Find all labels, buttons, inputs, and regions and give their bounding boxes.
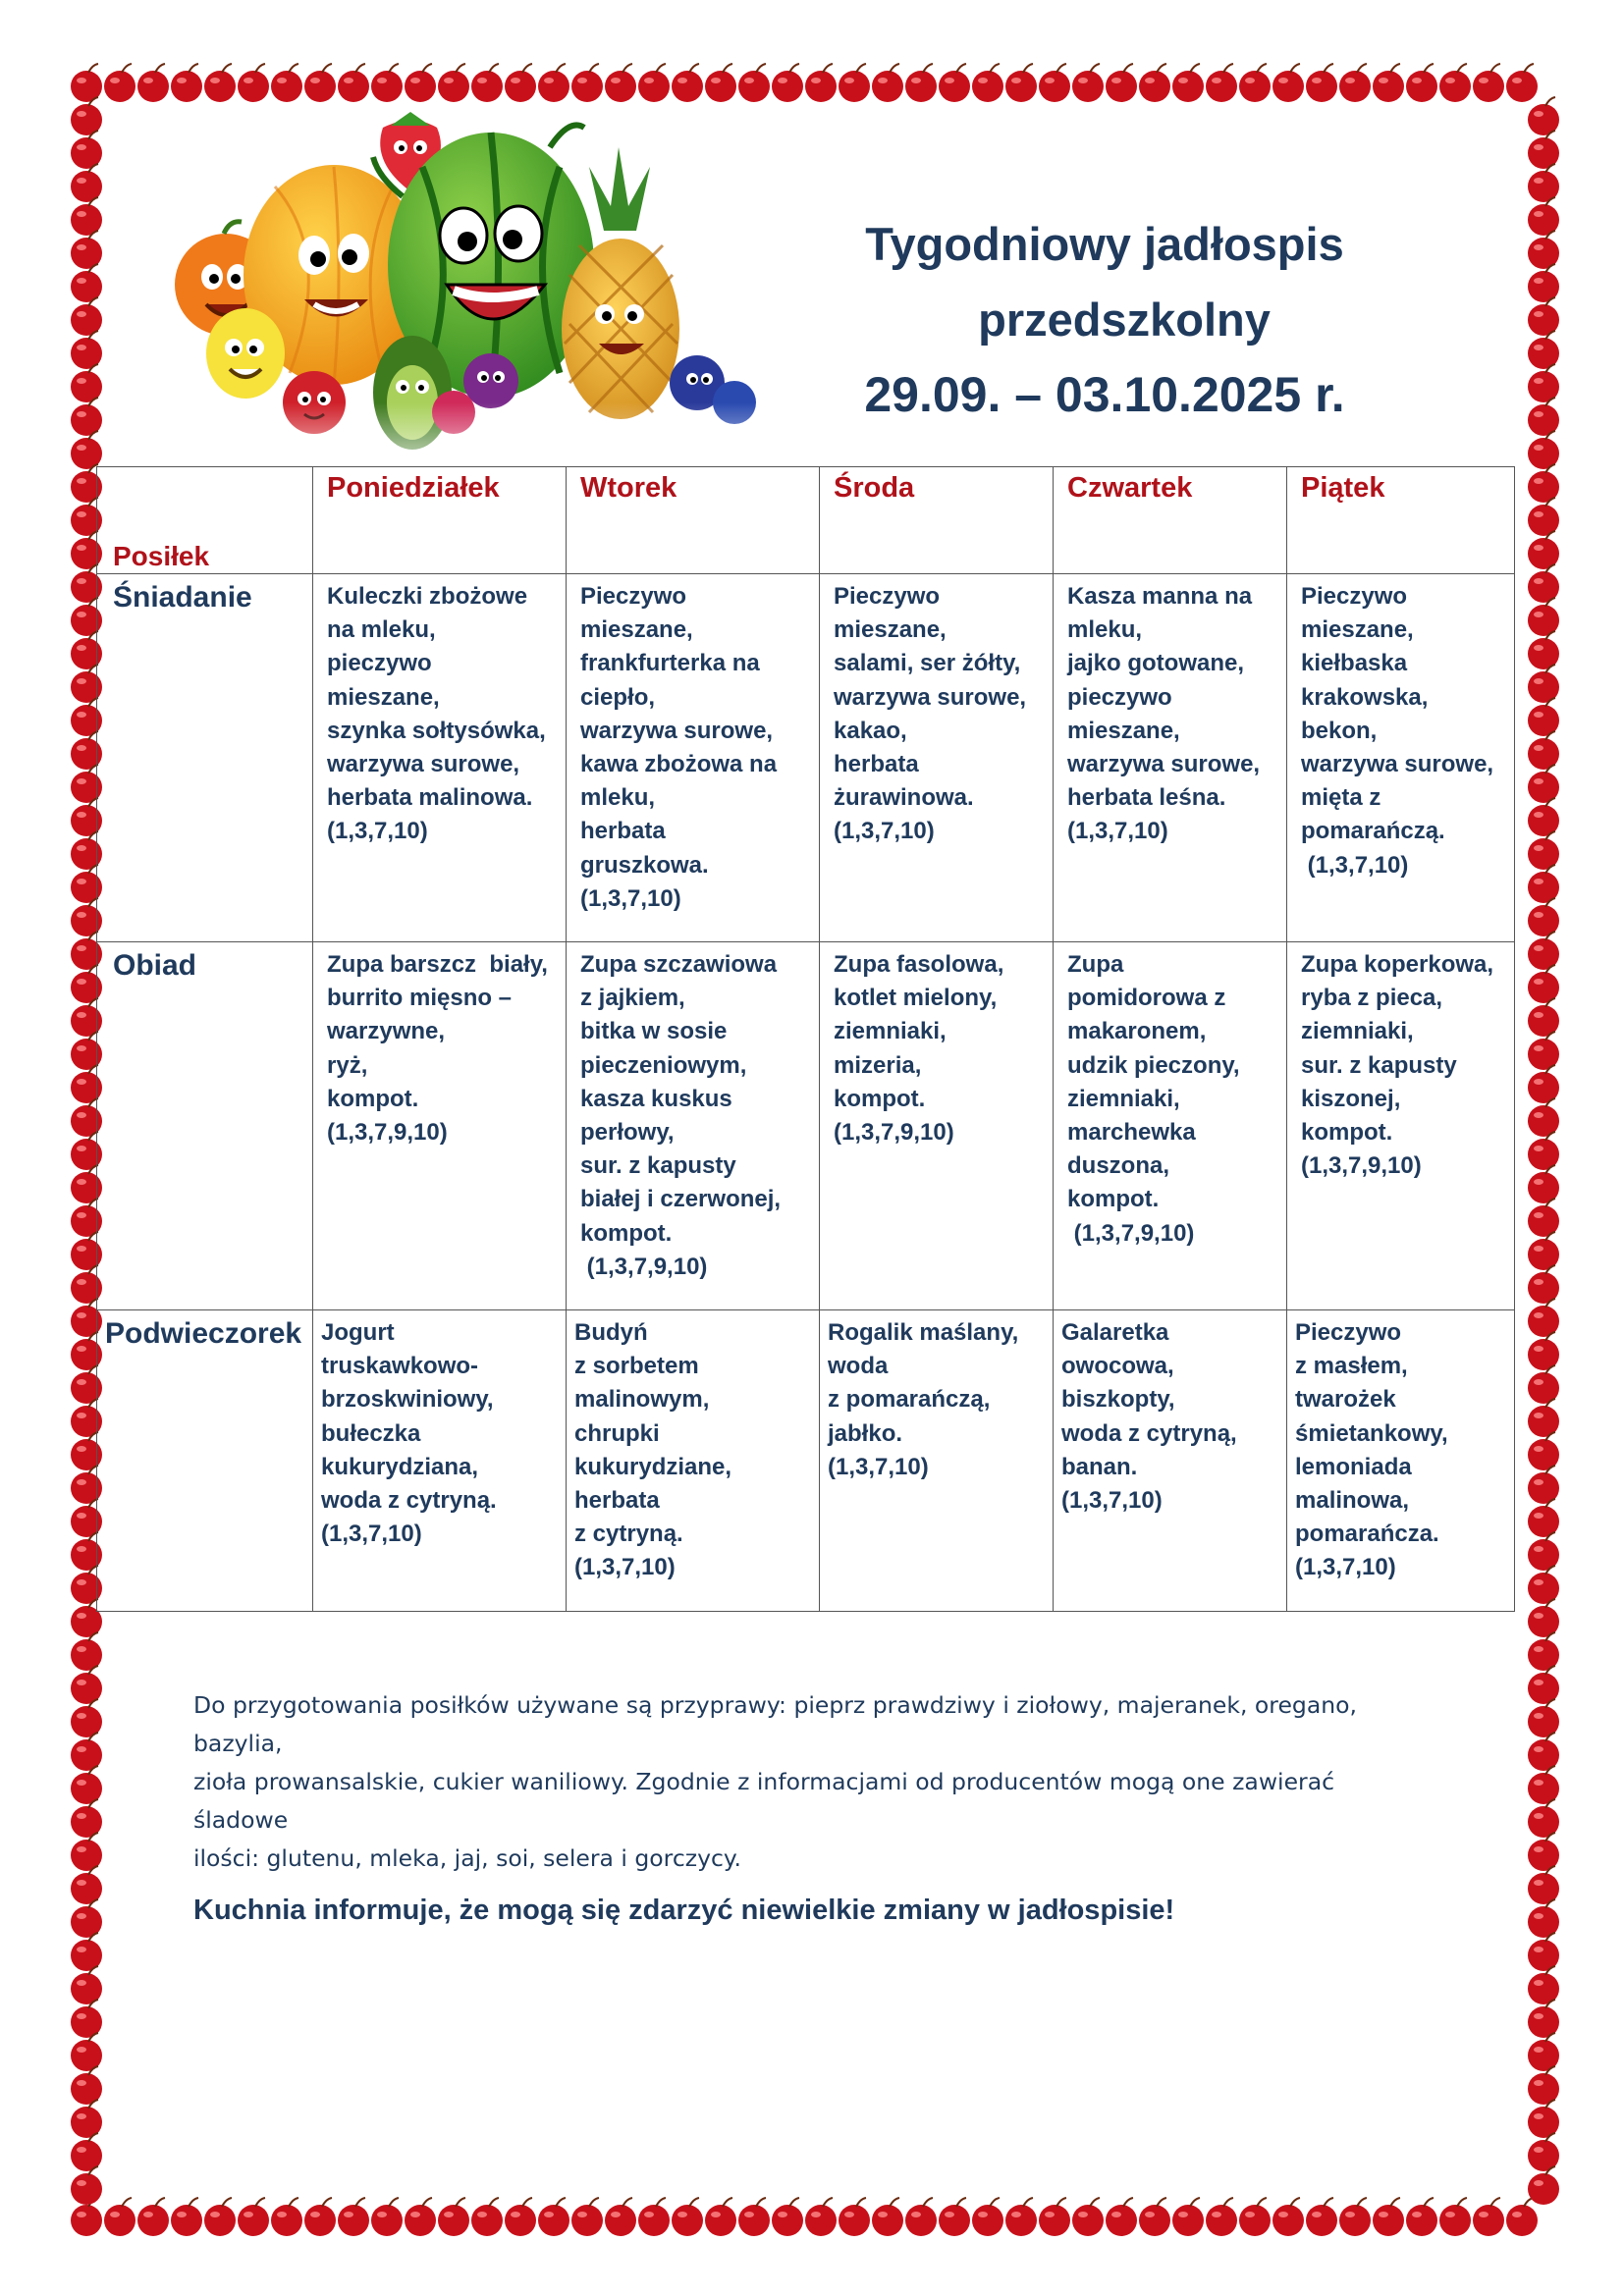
meal-label-afternoon-snack: Podwieczorek <box>97 1310 313 1612</box>
cherry-icon <box>204 2198 236 2236</box>
menu-line: Budyń <box>574 1319 648 1346</box>
menu-line: makaronem, <box>1067 1018 1207 1045</box>
menu-line: gruszkowa. <box>580 851 709 879</box>
menu-line: Pieczywo <box>834 583 941 610</box>
cherry-icon <box>1206 64 1237 102</box>
cherry-icon <box>1072 2198 1104 2236</box>
cherry-icon <box>1272 2198 1304 2236</box>
cherry-icon <box>738 64 770 102</box>
menu-line: z sorbetem <box>574 1353 699 1380</box>
cherry-icon <box>505 64 536 102</box>
menu-line: żurawinowa. <box>834 784 974 812</box>
menu-line: pomidorowa z <box>1067 985 1226 1012</box>
cherry-icon <box>438 64 469 102</box>
menu-line: perłowy, <box>580 1119 675 1147</box>
meal-label-lunch: Obiad <box>97 942 313 1310</box>
cherry-icon <box>571 2198 603 2236</box>
menu-line: duszona, <box>1067 1152 1170 1180</box>
menu-line: kotlet mielony, <box>834 985 998 1012</box>
menu-line: (1,3,7,9,10) <box>834 1119 954 1147</box>
title-line-1: Tygodniowy jadłospis <box>865 218 1344 270</box>
cherry-icon <box>772 2198 803 2236</box>
cherry-icon <box>238 64 269 102</box>
cherry-icon <box>1106 64 1137 102</box>
cherry-icon <box>872 64 903 102</box>
cherry-icon <box>1339 2198 1371 2236</box>
menu-cell <box>313 574 567 942</box>
cherry-icon <box>1039 64 1070 102</box>
cherry-icon <box>1306 2198 1337 2236</box>
menu-line: herbata <box>580 818 666 845</box>
menu-line: warzywa surowe, <box>834 683 1027 711</box>
menu-line: mizeria, <box>834 1051 922 1079</box>
menu-cell <box>1287 574 1515 942</box>
menu-line: mleku, <box>580 784 656 812</box>
menu-line: udzik pieczony, <box>1067 1051 1240 1079</box>
menu-line: (1,3,7,10) <box>321 1521 422 1548</box>
menu-title <box>805 206 1404 433</box>
menu-line: sur. z kapusty <box>1301 1051 1457 1079</box>
title-line-2: przedszkolny <box>978 294 1271 346</box>
menu-line: warzywa surowe, <box>1301 751 1494 778</box>
menu-line: kompot. <box>834 1085 926 1112</box>
cherry-icon <box>1272 64 1304 102</box>
cherry-icon <box>939 64 970 102</box>
cherry-icon <box>371 2198 403 2236</box>
spices-allergen-note <box>193 1686 1431 1878</box>
plum-character <box>463 353 518 408</box>
cherry-icon <box>304 2198 336 2236</box>
day-header-wednesday: Środa <box>820 467 1054 574</box>
menu-line: Kasza manna na <box>1067 583 1253 610</box>
weekly-menu-table <box>96 466 1515 1612</box>
menu-line: truskawkowo- <box>321 1353 479 1380</box>
cherry-icon <box>371 64 403 102</box>
cherry-icon <box>471 2198 503 2236</box>
cherry-icon <box>104 2198 135 2236</box>
menu-cell <box>820 942 1054 1310</box>
note-line: zioła prowansalskie, cukier waniliowy. Zgodnie z informacjami od producentów mogą one zawierać śladowe <box>193 1768 1335 1834</box>
cherry-icon <box>405 2198 436 2236</box>
menu-line: marchewka <box>1067 1119 1196 1147</box>
cherry-icon <box>705 64 736 102</box>
menu-cell <box>567 942 820 1310</box>
menu-line: herbata leśna. <box>1067 784 1226 812</box>
cherry-icon <box>1206 2198 1237 2236</box>
menu-line: Zupa fasolowa, <box>834 951 1004 978</box>
menu-line: kompot. <box>580 1219 673 1247</box>
menu-line: bułeczka <box>321 1419 421 1447</box>
menu-line: kompot. <box>1067 1186 1160 1213</box>
cherry-icon <box>872 2198 903 2236</box>
menu-line: Jogurt <box>321 1319 395 1346</box>
cherry-icon <box>571 64 603 102</box>
title-date-range: 29.09. – 03.10.2025 r. <box>864 367 1345 422</box>
cherry-icon <box>605 2198 636 2236</box>
menu-line: pieczywo <box>327 650 432 677</box>
menu-cell <box>567 1310 820 1612</box>
menu-line: szynka sołtysówka, <box>327 717 546 744</box>
menu-line: bitka w sosie <box>580 1018 728 1045</box>
menu-line: malinowa, <box>1295 1487 1410 1515</box>
menu-line: ryba z pieca, <box>1301 985 1443 1012</box>
menu-line: mleku, <box>1067 616 1143 644</box>
cherry-icon <box>1172 64 1204 102</box>
menu-line: (1,3,7,10) <box>828 1453 929 1480</box>
cherry-icon <box>738 2198 770 2236</box>
cherry-icon <box>905 64 937 102</box>
cherry-icon <box>1406 64 1437 102</box>
cherry-icon <box>338 2198 369 2236</box>
menu-line: ciepło, <box>580 683 656 711</box>
cherry-icon <box>137 64 169 102</box>
menu-line: herbata <box>574 1487 660 1515</box>
cherry-icon <box>1239 2198 1271 2236</box>
day-header-monday: Poniedziałek <box>313 467 567 574</box>
cherry-icon <box>1106 2198 1137 2236</box>
menu-cell <box>1287 1310 1515 1612</box>
cherry-icon <box>71 2166 102 2205</box>
menu-line: malinowym, <box>574 1386 710 1414</box>
cherry-icon <box>104 64 135 102</box>
pineapple-character <box>562 147 679 419</box>
cherry-icon <box>1473 2198 1504 2236</box>
menu-cell <box>1054 942 1287 1310</box>
menu-line: ziemniaki, <box>1067 1085 1180 1112</box>
menu-cell <box>820 1310 1054 1612</box>
menu-line: kasza kuskus <box>580 1085 732 1112</box>
table-row-afternoon-snack <box>97 1310 1515 1612</box>
menu-cell <box>820 574 1054 942</box>
cherry-icon <box>1439 64 1471 102</box>
cherry-icon <box>438 2198 469 2236</box>
cherry-icon <box>672 64 703 102</box>
menu-line: Galaretka <box>1061 1319 1169 1346</box>
cherry-icon <box>905 2198 937 2236</box>
menu-line: z cytryną. <box>574 1521 683 1548</box>
kitchen-notice: Kuchnia informuje, że mogą się zdarzyć niewielkie zmiany w jadłospisie! <box>193 1895 1175 1926</box>
menu-line: warzywne, <box>327 1018 446 1045</box>
menu-cell <box>1054 574 1287 942</box>
menu-line: z masłem, <box>1295 1353 1408 1380</box>
menu-line: kiszonej, <box>1301 1085 1401 1112</box>
menu-line: woda z cytryną, <box>1061 1419 1237 1447</box>
cherry-icon <box>1139 64 1170 102</box>
menu-line: ziemniaki, <box>834 1018 947 1045</box>
menu-cell <box>567 574 820 942</box>
menu-line: sur. z kapusty <box>580 1152 736 1180</box>
lemon-character <box>206 308 285 399</box>
menu-line: (1,3,7,9,10) <box>1301 1152 1422 1180</box>
meal-label-breakfast: Śniadanie <box>97 574 313 942</box>
menu-line: woda <box>828 1353 889 1380</box>
cherry-icon <box>171 64 202 102</box>
menu-line: mieszane, <box>1067 717 1180 744</box>
cherry-icon <box>137 2198 169 2236</box>
menu-line: mieszane, <box>580 616 693 644</box>
menu-line: krakowska, <box>1301 683 1429 711</box>
cherry-icon <box>538 64 569 102</box>
cherry-icon <box>405 64 436 102</box>
menu-line: herbata <box>834 751 919 778</box>
cherry-icon <box>204 64 236 102</box>
menu-line: Zupa koperkowa, <box>1301 951 1494 978</box>
cherry-icon <box>304 64 336 102</box>
menu-line: mieszane, <box>1301 616 1414 644</box>
menu-cell <box>313 942 567 1310</box>
cherry-icon <box>638 2198 670 2236</box>
menu-line: z pomarańczą, <box>828 1386 991 1414</box>
menu-line: kompot. <box>327 1085 419 1112</box>
menu-line: Zupa <box>1067 951 1124 978</box>
menu-line: (1,3,7,9,10) <box>1067 1219 1195 1247</box>
cherry-icon <box>1406 2198 1437 2236</box>
day-header-tuesday: Wtorek <box>567 467 820 574</box>
cherry-icon <box>972 2198 1003 2236</box>
cherry-icon <box>338 64 369 102</box>
menu-line: (1,3,7,10) <box>1061 1487 1163 1515</box>
cherry-icon <box>1506 2198 1538 2236</box>
menu-line: pomarańczą. <box>1301 818 1445 845</box>
menu-line: kukurydziane, <box>574 1453 732 1480</box>
cherry-icon <box>805 64 837 102</box>
menu-line: (1,3,7,10) <box>1067 818 1168 845</box>
menu-line: mieszane, <box>834 616 947 644</box>
cherry-icon <box>1072 64 1104 102</box>
cherry-icon <box>972 64 1003 102</box>
menu-line: mięta z <box>1301 784 1381 812</box>
cherry-icon <box>1339 64 1371 102</box>
cherry-icon <box>638 64 670 102</box>
cherry-icon <box>705 2198 736 2236</box>
menu-line: Pieczywo <box>1295 1319 1402 1346</box>
menu-line: Pieczywo <box>580 583 687 610</box>
cherry-icon <box>1373 64 1404 102</box>
cherry-icon <box>672 2198 703 2236</box>
menu-line: kiełbaska <box>1301 650 1408 677</box>
cherry-icon <box>1306 64 1337 102</box>
menu-line: Zupa barszcz biały, <box>327 951 548 978</box>
menu-line: Pieczywo <box>1301 583 1408 610</box>
menu-line: kompot. <box>1301 1119 1393 1147</box>
menu-line: (1,3,7,9,10) <box>580 1253 708 1280</box>
cherry-icon <box>939 2198 970 2236</box>
menu-line: z jajkiem, <box>580 985 685 1012</box>
cherry-icon <box>1039 2198 1070 2236</box>
day-header-friday: Piątek <box>1287 467 1515 574</box>
note-line: Do przygotowania posiłków używane są przyprawy: pieprz prawdziwy i ziołowy, majeranek, oregano, bazylia, <box>193 1691 1357 1757</box>
menu-cell <box>1287 942 1515 1310</box>
menu-line: kakao, <box>834 717 907 744</box>
menu-line: warzywa surowe, <box>327 751 520 778</box>
cherry-icon <box>271 2198 302 2236</box>
menu-line: Zupa szczawiowa <box>580 951 778 978</box>
fruit-characters-illustration <box>167 108 776 471</box>
menu-cell <box>1054 1310 1287 1612</box>
cherry-icon <box>171 2198 202 2236</box>
cherry-icon <box>1473 64 1504 102</box>
menu-line: burrito mięsno – <box>327 985 513 1012</box>
cherry-icon <box>805 2198 837 2236</box>
menu-line: (1,3,7,10) <box>1301 851 1409 879</box>
cherry-icon <box>1373 2198 1404 2236</box>
cherry-icon <box>772 64 803 102</box>
day-header-thursday: Czwartek <box>1054 467 1287 574</box>
cherry-icon <box>1528 2166 1559 2205</box>
cherry-icon <box>505 2198 536 2236</box>
cherry-icon <box>839 64 870 102</box>
menu-line: (1,3,7,10) <box>574 1554 676 1581</box>
menu-line: (1,3,7,9,10) <box>327 1119 448 1147</box>
menu-line: bekon, <box>1301 717 1378 744</box>
menu-line: pieczywo <box>1067 683 1172 711</box>
cherry-icon <box>1239 64 1271 102</box>
cherry-icon <box>1439 2198 1471 2236</box>
menu-line: (1,3,7,10) <box>327 818 428 845</box>
cherry-icon <box>1005 64 1037 102</box>
table-row-lunch <box>97 942 1515 1310</box>
cherry-icon <box>538 2198 569 2236</box>
menu-line: warzywa surowe, <box>1067 751 1261 778</box>
menu-line: (1,3,7,10) <box>580 884 681 912</box>
cherry-icon <box>471 64 503 102</box>
menu-line: pomarańcza. <box>1295 1521 1439 1548</box>
menu-cell <box>313 1310 567 1612</box>
menu-line: frankfurterka na <box>580 650 760 677</box>
menu-line: (1,3,7,10) <box>834 818 935 845</box>
menu-line: ryż, <box>327 1051 368 1079</box>
cherry-icon <box>271 64 302 102</box>
menu-line: kukurydziana, <box>321 1453 479 1480</box>
menu-line: herbata malinowa. <box>327 784 533 812</box>
cherry-icon <box>605 64 636 102</box>
menu-line: Kuleczki zbożowe <box>327 583 528 610</box>
menu-line: Rogalik maślany, <box>828 1319 1019 1346</box>
menu-line: jabłko. <box>828 1419 903 1447</box>
menu-line: kawa zbożowa na <box>580 751 778 778</box>
note-line: ilości: glutenu, mleka, jaj, soi, selera i gorczycy. <box>193 1844 741 1872</box>
menu-line: białej i czerwonej, <box>580 1186 782 1213</box>
cherry-icon <box>839 2198 870 2236</box>
table-row-breakfast <box>97 574 1515 942</box>
menu-line: pieczeniowym, <box>580 1051 747 1079</box>
menu-line: (1,3,7,10) <box>1295 1554 1396 1581</box>
menu-line: chrupki <box>574 1419 660 1447</box>
cherry-icon <box>1172 2198 1204 2236</box>
menu-line: twarożek <box>1295 1386 1396 1414</box>
menu-line: biszkopty, <box>1061 1386 1175 1414</box>
cherry-icon <box>1139 2198 1170 2236</box>
cherry-icon <box>238 2198 269 2236</box>
menu-line: warzywa surowe, <box>580 717 774 744</box>
cherry-icon <box>1506 64 1538 102</box>
menu-line: mieszane, <box>327 683 440 711</box>
menu-line: owocowa, <box>1061 1353 1174 1380</box>
menu-line: jajko gotowane, <box>1067 650 1245 677</box>
cherry-icon <box>1005 2198 1037 2236</box>
menu-line: śmietankowy, <box>1295 1419 1448 1447</box>
menu-line: lemoniada <box>1295 1453 1412 1480</box>
menu-line: salami, ser żółty, <box>834 650 1021 677</box>
meal-column-header: Posiłek <box>97 467 313 574</box>
menu-line: na mleku, <box>327 616 436 644</box>
menu-line: brzoskwiniowy, <box>321 1386 494 1414</box>
menu-line: banan. <box>1061 1453 1138 1480</box>
menu-line: ziemniaki, <box>1301 1018 1414 1045</box>
menu-line: woda z cytryną. <box>321 1487 497 1515</box>
table-header-row <box>97 467 1515 574</box>
